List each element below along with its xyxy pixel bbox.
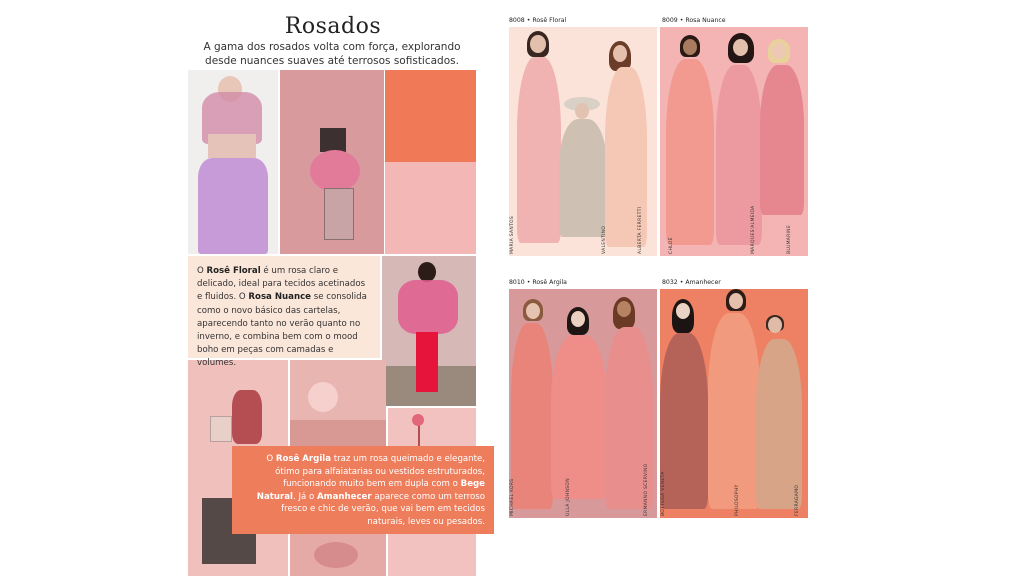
color-name-bege-natural: Bege Natural: [256, 479, 485, 502]
text-fragment: se consolida como o novo básico das cartelas, aparecendo tanto no verão quanto no inverno, e combina bem com o mood boho em peças com camadas e volumes.: [197, 292, 367, 369]
caption-separator: •: [524, 279, 533, 286]
runway-pink-look-photo: [382, 256, 476, 406]
panel-color-name: Rosê Argila: [532, 279, 567, 286]
model-sheer-top-photo: [188, 70, 278, 254]
designer-credit: BOTTEGA VENETA: [661, 471, 666, 516]
color-name-rosa-nuance: Rosa Nuance: [248, 292, 311, 303]
color-name-amanhecer: Amanhecer: [316, 491, 372, 502]
designer-credit: MICHAEL KORS: [510, 478, 515, 516]
designer-credit: ULLA JOHNSON: [566, 478, 571, 516]
text-fragment: traz um rosa queimado e elegante, ótimo para alfaiatarias ou vestidos estruturados, funcionando muito bem em dupla com o: [275, 454, 485, 490]
panel-caption-8010: [509, 279, 567, 286]
panel-caption-8032: [662, 279, 721, 286]
panel-code: 8009: [662, 17, 678, 24]
text-fragment: O: [197, 266, 207, 276]
pink-stone-photo: [290, 534, 386, 576]
panel-code: 8032: [662, 279, 678, 286]
panel-color-name: Amanhecer: [685, 279, 721, 286]
panel-caption-8008: [509, 17, 566, 24]
panel-caption-8009: [662, 17, 726, 24]
caption-separator: •: [524, 17, 533, 24]
pink-color-swatch: [385, 162, 476, 254]
rose-floral-description: [188, 256, 380, 369]
text-fragment: aparece como um terroso fresco e chic de verão, que vai bem em tecidos naturais, leves ou pesados.: [281, 491, 485, 527]
designer-credit: ERMANNO SCERVINO: [644, 463, 649, 516]
panel-rose-floral-looks: [509, 27, 657, 256]
page-subtitle: A gama dos rosados volta com força, explorando desde nuances suaves até terrosos sofisticados.: [203, 41, 461, 67]
rose-argila-description: [232, 446, 494, 534]
pink-interior-photo: [290, 360, 386, 446]
text-fragment: . Já o: [292, 491, 317, 502]
panel-code: 8010: [509, 279, 525, 286]
color-name-rose-argila: Rosê Argila: [275, 454, 332, 464]
designer-credit: PHILOSOPHY: [735, 484, 740, 516]
pink-flowers-vase-photo: [280, 70, 384, 254]
panel-color-name: Rosê Floral: [532, 17, 567, 24]
text-fragment: é um rosa claro e delicado, ideal para tecidos acetinados e fluidos. O: [197, 266, 366, 303]
coral-color-swatch: [385, 70, 476, 162]
panel-rosa-nuance-looks: [660, 27, 808, 256]
panel-color-name: Rosa Nuance: [685, 17, 726, 24]
panel-amanhecer-looks: [660, 289, 808, 518]
page-title: Rosados: [284, 14, 382, 39]
color-name-rose-floral: Rosê Floral: [206, 266, 261, 276]
designer-credit: BLUMARINE: [787, 225, 792, 254]
designer-credit: VALENTINO: [602, 225, 607, 254]
panel-rose-argila-looks: [509, 289, 657, 518]
designer-credit: FERRAGAMO: [795, 484, 800, 516]
designer-credit: MARIA SANTOS: [510, 215, 515, 254]
panel-code: 8008: [509, 17, 525, 24]
text-fragment: O: [266, 454, 276, 464]
designer-credit: CHLOÉ: [669, 237, 674, 254]
designer-credit: MARQUES'ALMEIDA: [751, 205, 756, 254]
designer-credit: ALBERTA FERRETTI: [638, 206, 643, 254]
caption-separator: •: [677, 17, 686, 24]
caption-separator: •: [677, 279, 686, 286]
